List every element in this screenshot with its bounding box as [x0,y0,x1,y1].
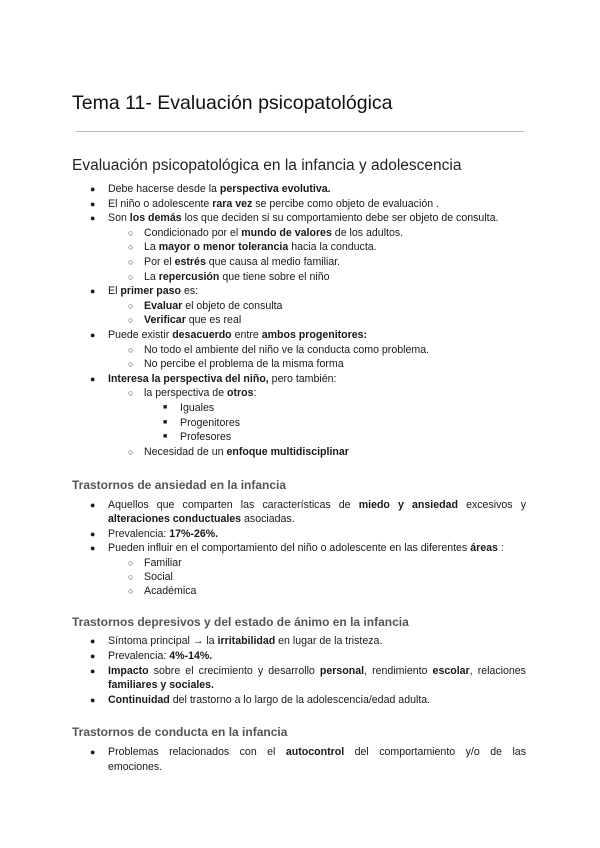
bold-text: estrés [174,256,206,268]
bullet-icon: ○ [128,388,134,399]
bullet-icon: ● [90,747,96,757]
bold-text: 17%-26%. [169,527,219,540]
text-run: Académica [144,585,197,598]
bold-text: irritabilidad [217,635,276,647]
bullet-icon: ■ [163,418,168,426]
bullet-icon: ○ [128,446,134,457]
text-run: : [497,542,504,555]
bullet-icon: ● [90,650,96,661]
bold-text: alteraciones conductuales [108,513,242,526]
bold-text: primer paso [120,285,182,298]
bullet-icon: ● [90,528,96,539]
list-item [144,357,344,371]
bold-text: mundo de valores [241,226,332,239]
bullet-icon: ○ [128,557,134,568]
bullet-icon: ● [90,213,96,224]
list-item [144,313,241,327]
bullet-icon: ● [90,184,96,194]
text-run: Social [144,571,173,583]
text-run: Condicionado por el [144,226,242,239]
text-run: No percibe el problema de la misma forma [144,358,344,371]
list-item-continuation [108,678,214,692]
list-item [144,445,349,459]
text-run: hacia la conducta. [288,241,377,254]
bullet-icon: ○ [128,271,134,282]
section-heading-conducta: Trastornos de conducta en la infancia [72,725,288,739]
text-run: Por el [144,256,175,268]
list-item [144,270,330,284]
text-run: Síntoma principal → la [108,635,218,647]
bullet-icon: ○ [128,572,134,582]
text-run: es: [181,285,199,298]
list-item [144,299,282,313]
bullet-icon: ● [90,665,96,676]
bold-text: otros [227,387,254,400]
bold-text: Interesa la perspectiva del niño, [108,372,269,385]
bold-text: 4%-14%. [169,649,213,662]
bold-text: Evaluar [144,299,183,312]
list-item [108,745,526,759]
bold-text: Continuidad [108,694,170,707]
list-item [144,255,340,269]
text-run: Iguales [180,402,215,414]
text-run: La [144,241,159,254]
list-item [180,430,231,444]
bold-text: perspectiva evolutiva. [219,183,331,195]
text-run: asociadas. [241,513,295,526]
text-run: Problemas relacionados con el [108,746,286,758]
text-run: Profesores [180,431,232,444]
list-item [144,386,256,400]
text-run: Puede existir [108,329,173,341]
bullet-icon: ● [90,330,96,340]
bold-text: mayor o menor tolerancia [158,241,289,254]
text-run: Prevalencia: [108,649,170,662]
list-item [144,240,377,254]
bullet-icon: ○ [128,359,134,370]
list-item [108,693,430,707]
text-run: del comportamiento y/o de las [344,746,526,758]
bold-text: personal [319,664,365,677]
bullet-icon: ● [90,286,96,297]
bold-text: rara vez [212,197,253,210]
text-run: se percibe como objeto de evaluación . [252,197,439,210]
bold-text: ambos progenitores: [261,329,368,341]
bold-text: Verificar [144,314,186,327]
text-run: que es real [185,314,242,327]
bullet-icon: ○ [128,315,134,326]
list-item [108,664,526,678]
text-run: , rendimiento [364,664,433,677]
text-run: los que deciden si su comportamiento debe ser objeto de consulta. [181,212,499,225]
bullet-icon: ● [90,500,96,510]
bullet-icon: ○ [128,242,134,253]
text-run: Debe hacerse desde la [108,183,220,195]
list-item [108,182,331,196]
bold-text: enfoque multidisciplinar [226,445,349,458]
text-run: La [144,270,159,283]
text-run: pero también: [268,372,337,385]
section-heading-evaluacion: Evaluación psicopatológica en la infancia y adolescencia [72,157,462,174]
text-run: que tiene sobre el niño [219,270,330,283]
bullet-icon: ○ [128,300,134,311]
text-run: Prevalencia: [108,527,170,540]
bullet-icon: ● [90,373,96,384]
list-item [144,584,196,598]
text-run: entre [231,329,262,341]
text-run: , relaciones [469,664,526,677]
text-run: Pueden influir en el comportamiento del niño o adolescente en las diferentes [108,542,471,555]
text-run: Progenitores [180,416,241,429]
list-item [144,556,182,570]
title-divider [76,131,524,132]
list-item [144,226,403,240]
bold-text: escolar [432,664,470,677]
list-item [108,527,218,541]
bullet-icon: ■ [163,433,168,441]
text-run: sobre el crecimiento y desarrollo [148,664,320,677]
text-run: la perspectiva de [144,387,228,400]
bold-text: áreas [470,542,498,555]
text-run: No todo el ambiente del niño ve la conducta como problema. [144,343,430,356]
text-run: Son [108,212,130,225]
text-run: en lugar de la tristeza. [275,635,383,647]
text-run: Aquellos que comparten las características de [108,499,359,511]
bullet-icon: ■ [163,404,168,411]
bold-text: familiares y sociales. [108,679,215,692]
list-item [108,372,336,386]
list-item [180,401,214,415]
text-run: el objeto de consulta [182,299,283,312]
text-run: que causa al medio familiar. [205,256,341,268]
bullet-icon: ○ [128,257,134,267]
text-run: El [108,285,121,298]
text-run: del trastorno a lo largo de la adolescencia/edad adulta. [169,694,431,707]
section-heading-ansiedad: Trastornos de ansiedad en la infancia [72,478,287,492]
list-item [144,343,429,357]
list-item [108,634,382,648]
bold-text: miedo y ansiedad [358,499,458,511]
list-item-continuation [108,512,295,526]
bullet-icon: ● [90,695,96,706]
text-run: excesivos y [457,499,526,511]
text-run: de los adultos. [331,226,404,239]
list-item [180,416,240,430]
text-run: Familiar [144,556,182,569]
text-run: emociones. [108,760,163,773]
bold-text: desacuerdo [172,329,232,341]
bold-text: autocontrol [285,746,345,758]
list-item [108,649,212,663]
bullet-icon: ○ [128,344,134,355]
bullet-icon: ○ [128,227,134,238]
list-item [108,498,526,512]
text-run: El niño o adolescente [108,197,213,210]
page-title: Tema 11- Evaluación psicopatológica [72,92,393,114]
list-item-continuation [108,760,162,774]
list-item [108,284,198,298]
text-run: : [253,387,257,400]
bold-text: repercusión [158,270,220,283]
bullet-icon: ○ [128,586,134,597]
list-item [108,211,498,225]
text-run: Necesidad de un [144,445,227,458]
list-item [108,541,504,555]
section-heading-depresivos: Trastornos depresivos y del estado de ánimo en la infancia [72,615,409,629]
list-item [108,328,367,342]
bullet-icon: ● [90,543,96,554]
list-item [108,197,439,211]
list-item [144,570,173,584]
bold-text: los demás [129,212,182,225]
bold-text: Impacto [108,664,149,677]
bullet-icon: ● [90,198,96,209]
bullet-icon: ● [90,636,96,646]
